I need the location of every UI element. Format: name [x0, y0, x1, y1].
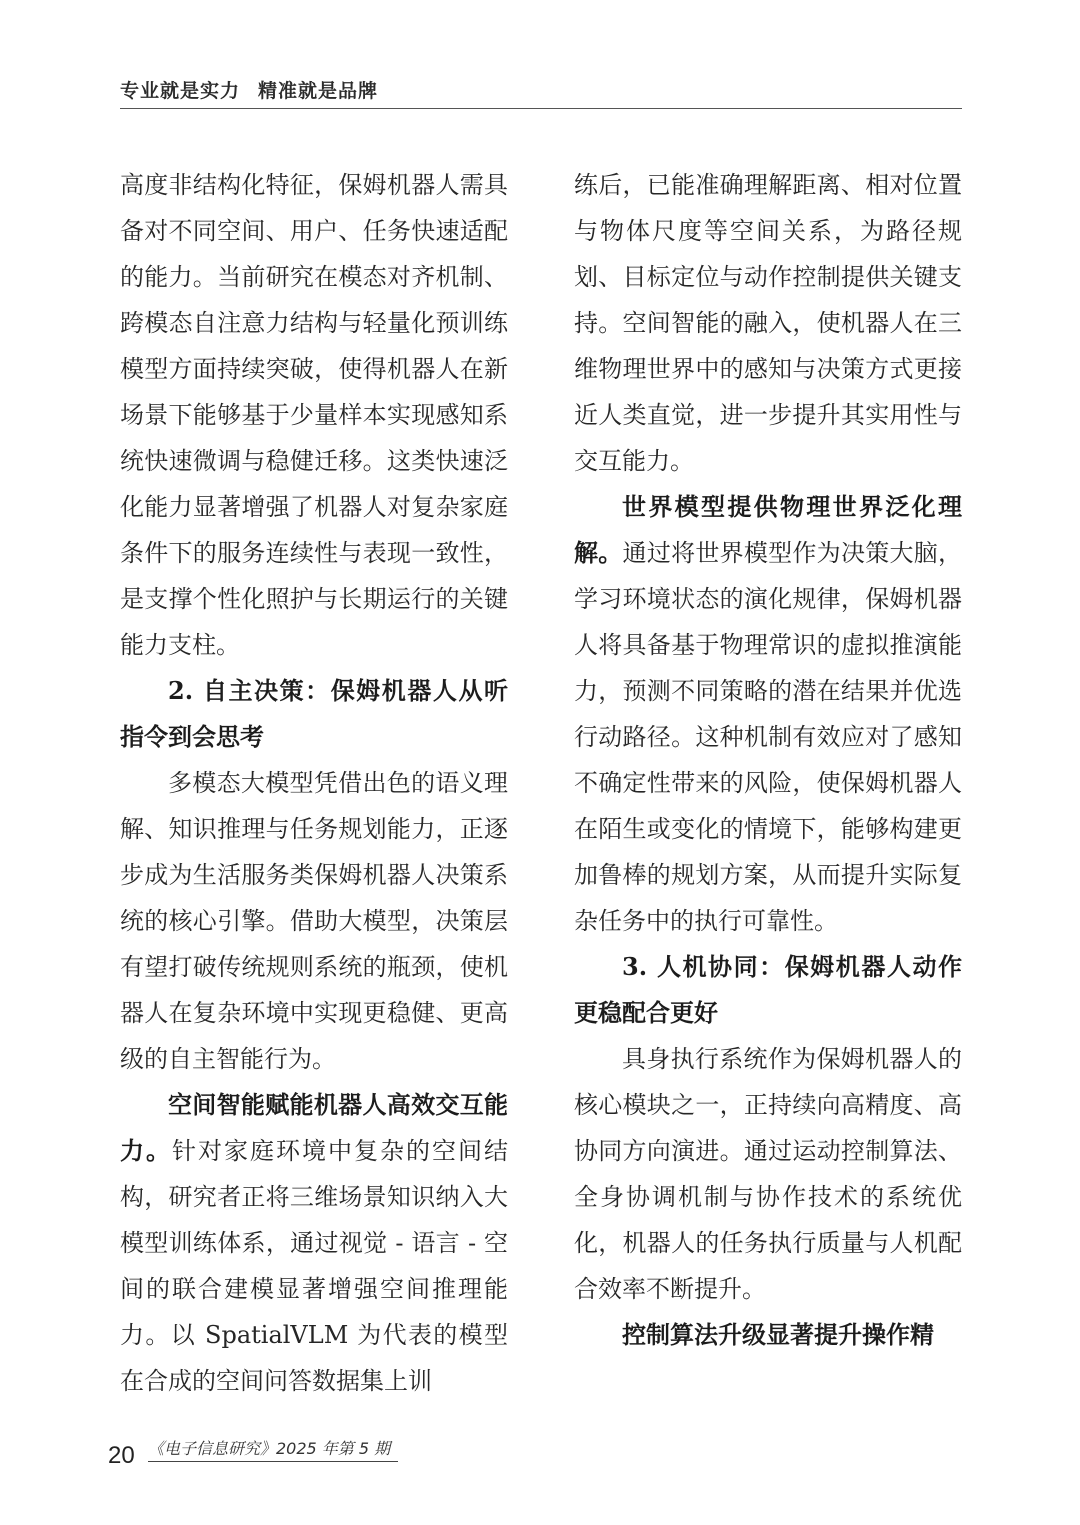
paragraph	[120, 1082, 508, 1404]
paragraph-lead: 空间智能赋能机器人高效交互能力。	[120, 1090, 508, 1165]
header-slogan-2: 精准就是品牌	[258, 80, 379, 102]
section-heading-3	[574, 944, 962, 1036]
paragraph-lead: 控制算法升级显著提升操作精	[622, 1320, 934, 1349]
header-slogan-1: 专业就是实力	[120, 80, 241, 102]
section-heading-text: 2. 自主决策：保姆机器人从听指令到会思考	[120, 676, 508, 751]
paragraph-body: 针对家庭环境中复杂的空间结构，研究者正将三维场景知识纳入大模型训练体系，通过视觉 - 语言 - 空间的联合建模显著增强空间推理能力。以 SpatialVLM 为代表的模型在合成的空间问答数据集上训	[120, 1137, 508, 1395]
paragraph	[574, 1312, 962, 1358]
paragraph-lead: 世界模型提供物理世界泛化理解。	[574, 492, 962, 567]
section-heading-2	[120, 668, 508, 760]
paragraph	[574, 484, 962, 944]
right-column	[574, 162, 962, 1358]
running-header	[120, 76, 962, 103]
paragraph: 多模态大模型凭借出色的语义理解、知识推理与任务规划能力，正逐步成为生活服务类保姆机器人决策系统的核心引擎。借助大模型，决策层有望打破传统规则系统的瓶颈，使机器人在复杂环境中实现更稳健、更高级的自主智能行为。	[120, 769, 508, 1073]
section-heading-text: 3. 人机协同：保姆机器人动作更稳配合更好	[574, 952, 962, 1027]
left-column	[120, 162, 508, 1404]
paragraph: 具身执行系统作为保姆机器人的核心模块之一，正持续向高精度、高协同方向演进。通过运动控制算法、全身协调机制与协作技术的系统优化，机器人的任务执行质量与人机配合效率不断提升。	[574, 1045, 962, 1303]
paragraph-body: 通过将世界模型作为决策大脑，学习环境状态的演化规律，保姆机器人将具备基于物理常识的虚拟推演能力，预测不同策略的潜在结果并优选行动路径。这种机制有效应对了感知不确定性带来的风险，使保姆机器人在陌生或变化的情境下，能够构建更加鲁棒的规划方案，从而提升实际复杂任务中的执行可靠性。	[574, 539, 963, 935]
header-rule	[120, 108, 962, 109]
paragraph: 高度非结构化特征，保姆机器人需具备对不同空间、用户、任务快速适配的能力。当前研究在模态对齐机制、跨模态自注意力结构与轻量化预训练模型方面持续突破，使得机器人在新场景下能够基于少量样本实现感知系统快速微调与稳健迁移。这类快速泛化能力显著增强了机器人对复杂家庭条件下的服务连续性与表现一致性，是支撑个性化照护与长期运行的关键能力支柱。	[120, 171, 508, 659]
journal-issue: 《电子信息研究》2025 年第 5 期	[148, 1436, 398, 1462]
paragraph: 练后，已能准确理解距离、相对位置与物体尺度等空间关系，为路径规划、目标定位与动作控制提供关键支持。空间智能的融入，使机器人在三维物理世界中的感知与决策方式更接近人类直觉，进一步提升其实用性与交互能力。	[574, 171, 962, 475]
page-number: 20	[108, 1442, 135, 1469]
